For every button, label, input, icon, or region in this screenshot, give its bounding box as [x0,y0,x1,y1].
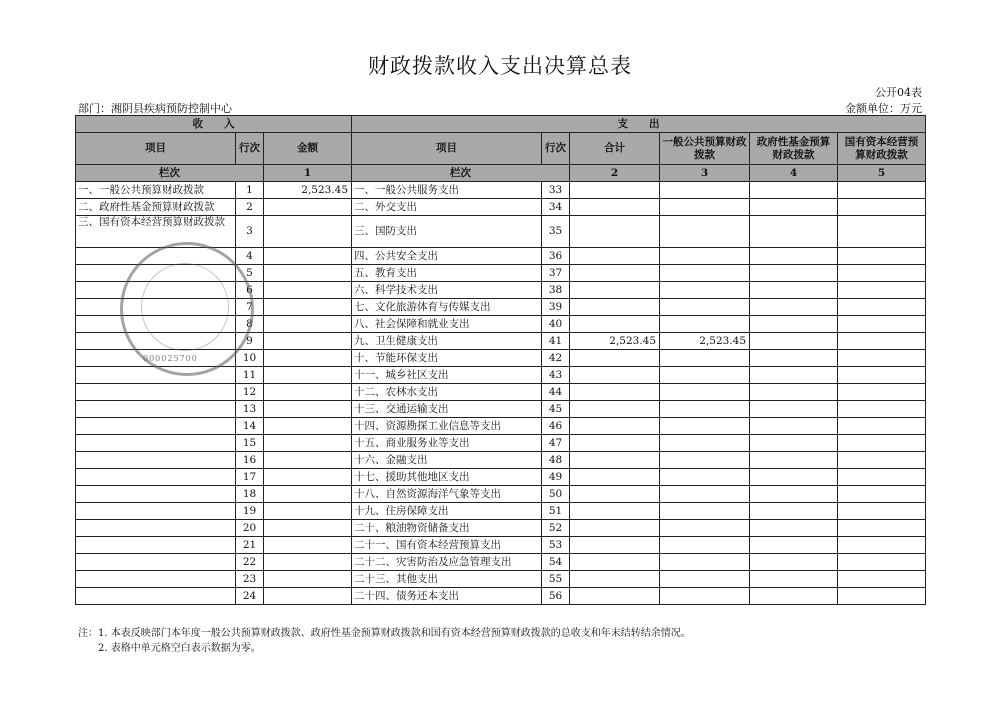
soe-budget-cell [838,350,926,367]
income-line-cell: 15 [236,435,264,452]
table-row [76,384,926,401]
col-4-label: 4 [750,165,838,182]
expense-line-cell: 37 [542,265,570,282]
total-cell [570,367,660,384]
gov-fund-cell [750,520,838,537]
total-cell [570,265,660,282]
soe-budget-cell [838,554,926,571]
soe-budget-cell [838,571,926,588]
general-budget-cell [660,384,750,401]
income-item-cell [76,435,236,452]
gov-fund-cell [750,316,838,333]
income-line-cell: 12 [236,384,264,401]
gov-fund-cell [750,435,838,452]
general-budget-cell [660,469,750,486]
soe-budget-cell [838,503,926,520]
gov-fund-cell [750,333,838,350]
table-row [76,199,926,216]
amount-unit-label: 金额单位：万元 [845,102,922,115]
expense-item-cell: 五、教育支出 [352,265,542,282]
total-cell [570,350,660,367]
income-amount-cell [264,265,352,282]
gov-fund-cell [750,537,838,554]
general-budget-cell [660,248,750,265]
expense-item-cell: 二、外交支出 [352,199,542,216]
income-item-cell [76,418,236,435]
total-cell [570,248,660,265]
total-cell [570,537,660,554]
total-cell [570,503,660,520]
gov-fund-cell [750,571,838,588]
expense-item-cell: 十八、自然资源海洋气象等支出 [352,486,542,503]
income-amount-cell [264,503,352,520]
income-amount-cell [264,520,352,537]
soe-budget-cell [838,199,926,216]
expense-item-cell: 十四、资源勘探工业信息等支出 [352,418,542,435]
expense-line-cell: 33 [542,182,570,199]
footnote-1: 注：1. 本表反映部门本年度一般公共预算财政拨款、政府性基金预算财政拨款和国有资本经营预算财政拨款的总收支和年末结转结余情况。 [78,628,691,639]
general-budget-cell [660,199,750,216]
general-budget-cell [660,571,750,588]
table-row [76,486,926,503]
total-cell [570,216,660,248]
general-budget-cell [660,486,750,503]
expense-line-cell: 45 [542,401,570,418]
gov-fund-cell [750,503,838,520]
table-row [76,520,926,537]
total-cell [570,182,660,199]
income-line-cell: 6 [236,282,264,299]
total-cell [570,384,660,401]
income-line-cell: 23 [236,571,264,588]
expense-item-cell: 七、文化旅游体育与传媒支出 [352,299,542,316]
general-budget-cell: 2,523.45 [660,333,750,350]
soe-budget-cell [838,333,926,350]
expense-line-cell: 56 [542,588,570,605]
expense-line-cell: 38 [542,282,570,299]
expense-item-cell: 二十、粮油物资储备支出 [352,520,542,537]
income-item-cell [76,469,236,486]
expense-item-cell: 十五、商业服务业等支出 [352,435,542,452]
total-cell [570,486,660,503]
expense-item-cell: 四、公共安全支出 [352,248,542,265]
form-number: 公开04表 [875,86,922,99]
gov-fund-cell [750,384,838,401]
expense-item-cell: 二十三、其他支出 [352,571,542,588]
soe-budget-cell [838,469,926,486]
income-line-cell: 8 [236,316,264,333]
expense-line-cell: 52 [542,520,570,537]
expense-item-cell: 三、国防支出 [352,216,542,248]
income-amount-header: 金额 [264,133,352,165]
expense-line-cell: 51 [542,503,570,520]
soe-budget-cell [838,452,926,469]
income-amount-cell [264,452,352,469]
income-line-cell: 19 [236,503,264,520]
general-budget-cell [660,282,750,299]
general-budget-cell [660,316,750,333]
table-row [76,216,926,248]
income-amount-cell [264,350,352,367]
expense-line-cell: 35 [542,216,570,248]
income-item-cell [76,384,236,401]
soe-budget-cell [838,418,926,435]
footnote-2: 2. 表格中单元格空白表示数据为零。 [78,643,261,654]
income-line-cell: 3 [236,216,264,248]
income-line-cell: 14 [236,418,264,435]
seal-number: 000025700 [143,354,198,363]
total-cell [570,316,660,333]
page-title: 财政拨款收入支出决算总表 [368,54,632,78]
income-line-cell: 16 [236,452,264,469]
income-amount-cell [264,299,352,316]
general-budget-cell [660,503,750,520]
income-line-cell: 5 [236,265,264,282]
income-amount-cell [264,588,352,605]
income-item-cell [76,452,236,469]
expense-line-cell: 48 [542,452,570,469]
soe-budget-cell [838,384,926,401]
expense-item-cell: 十一、城乡社区支出 [352,367,542,384]
income-item-cell: 二、政府性基金预算财政拨款 [76,199,236,216]
income-amount-cell [264,486,352,503]
income-amount-cell [264,216,352,248]
income-amount-cell [264,537,352,554]
department-label: 部门：湘阴县疾病预防控制中心 [78,102,232,115]
gov-fund-cell [750,216,838,248]
general-budget-cell [660,367,750,384]
income-amount-cell [264,435,352,452]
expense-line-cell: 43 [542,367,570,384]
income-item-cell [76,503,236,520]
table-row [76,469,926,486]
total-cell [570,199,660,216]
expense-header: 支 出 [352,116,926,133]
gov-fund-cell [750,452,838,469]
general-budget-cell [660,537,750,554]
gov-fund-cell [750,350,838,367]
soe-budget-cell [838,316,926,333]
expense-item-cell: 十七、援助其他地区支出 [352,469,542,486]
gov-fund-cell [750,469,838,486]
col-1-label: 1 [264,165,352,182]
income-amount-cell [264,418,352,435]
expense-item-cell: 二十一、国有资本经营预算支出 [352,537,542,554]
total-cell [570,401,660,418]
income-line-cell: 10 [236,350,264,367]
expense-line-cell: 41 [542,333,570,350]
gov-fund-cell [750,554,838,571]
gov-fund-cell [750,418,838,435]
expense-line-cell: 42 [542,350,570,367]
general-budget-cell [660,554,750,571]
expense-item-cell: 一、一般公共服务支出 [352,182,542,199]
income-line-cell: 2 [236,199,264,216]
soe-budget-cell [838,520,926,537]
gov-fund-cell [750,282,838,299]
income-header: 收 入 [76,116,352,133]
table-row [76,401,926,418]
total-cell [570,554,660,571]
total-cell [570,571,660,588]
total-cell [570,418,660,435]
income-amount-cell [264,367,352,384]
total-cell [570,435,660,452]
income-row-header: 行次 [236,133,264,165]
income-lanci-header: 栏次 [76,165,264,182]
soe-budget-cell [838,265,926,282]
table-row [76,452,926,469]
expense-item-cell: 二十二、灾害防治及应急管理支出 [352,554,542,571]
general-budget-cell [660,265,750,282]
expense-line-cell: 55 [542,571,570,588]
soe-budget-cell [838,182,926,199]
gov-fund-cell [750,248,838,265]
expense-item-header: 项目 [352,133,542,165]
income-amount-cell [264,571,352,588]
gov-fund-cell [750,367,838,384]
expense-line-cell: 49 [542,469,570,486]
expense-line-cell: 54 [542,554,570,571]
gov-fund-header: 政府性基金预算财政拨款 [750,133,838,165]
gov-fund-cell [750,486,838,503]
income-item-cell [76,537,236,554]
income-line-cell: 7 [236,299,264,316]
soe-budget-cell [838,588,926,605]
soe-budget-cell [838,282,926,299]
table-row [76,182,926,199]
gov-fund-cell [750,588,838,605]
income-line-cell: 21 [236,537,264,554]
soe-budget-cell [838,216,926,248]
income-line-cell: 11 [236,367,264,384]
col-3-label: 3 [660,165,750,182]
income-line-cell: 22 [236,554,264,571]
income-item-cell [76,486,236,503]
expense-item-cell: 十九、住房保障支出 [352,503,542,520]
expense-line-cell: 39 [542,299,570,316]
general-budget-cell [660,520,750,537]
general-budget-cell [660,401,750,418]
income-amount-cell [264,554,352,571]
general-budget-header: 一般公共预算财政拨款 [660,133,750,165]
soe-budget-cell [838,299,926,316]
expense-line-cell: 34 [542,199,570,216]
income-item-cell [76,588,236,605]
income-amount-cell [264,248,352,265]
general-budget-cell [660,418,750,435]
income-line-cell: 18 [236,486,264,503]
general-budget-cell [660,452,750,469]
soe-budget-cell [838,367,926,384]
income-item-cell [76,520,236,537]
total-cell [570,282,660,299]
income-line-cell: 13 [236,401,264,418]
gov-fund-cell [750,199,838,216]
income-line-cell: 1 [236,182,264,199]
table-row [76,588,926,605]
gov-fund-cell [750,401,838,418]
income-item-cell [76,571,236,588]
expense-item-cell: 十、节能环保支出 [352,350,542,367]
total-cell: 2,523.45 [570,333,660,350]
gov-fund-cell [750,265,838,282]
expense-lanci-header: 栏次 [352,165,570,182]
expense-line-cell: 40 [542,316,570,333]
table-row [76,554,926,571]
income-amount-cell [264,469,352,486]
col-2-label: 2 [570,165,660,182]
total-cell [570,469,660,486]
soe-budget-cell [838,248,926,265]
soe-budget-cell [838,486,926,503]
general-budget-cell [660,182,750,199]
expense-item-cell: 十六、金融支出 [352,452,542,469]
general-budget-cell [660,350,750,367]
general-budget-cell [660,435,750,452]
gov-fund-cell [750,182,838,199]
general-budget-cell [660,216,750,248]
income-amount-cell [264,282,352,299]
total-cell [570,452,660,469]
expense-item-cell: 九、卫生健康支出 [352,333,542,350]
income-item-cell [76,401,236,418]
income-line-cell: 17 [236,469,264,486]
income-item-cell: 一、一般公共预算财政拨款 [76,182,236,199]
income-line-cell: 24 [236,588,264,605]
expense-item-cell: 六、科学技术支出 [352,282,542,299]
soe-budget-cell [838,401,926,418]
income-amount-cell [264,384,352,401]
expense-line-cell: 36 [542,248,570,265]
expense-line-cell: 53 [542,537,570,554]
table-row [76,435,926,452]
expense-item-cell: 八、社会保障和就业支出 [352,316,542,333]
expense-item-cell: 十三、交通运输支出 [352,401,542,418]
table-row [76,537,926,554]
general-budget-cell [660,588,750,605]
income-amount-cell [264,199,352,216]
table-row [76,418,926,435]
expense-line-cell: 44 [542,384,570,401]
income-amount-cell: 2,523.45 [264,182,352,199]
table-row [76,571,926,588]
expense-line-cell: 47 [542,435,570,452]
gov-fund-cell [750,299,838,316]
expense-line-cell: 46 [542,418,570,435]
income-line-cell: 9 [236,333,264,350]
soe-budget-cell [838,537,926,554]
income-item-header: 项目 [76,133,236,165]
soe-budget-cell [838,435,926,452]
income-amount-cell [264,401,352,418]
income-item-cell: 三、国有资本经营预算财政拨款 [76,216,236,248]
total-cell [570,588,660,605]
income-line-cell: 20 [236,520,264,537]
expense-item-cell: 二十四、债务还本支出 [352,588,542,605]
total-cell [570,520,660,537]
footnotes [78,626,691,656]
total-cell [570,299,660,316]
official-seal [120,242,254,376]
income-item-cell [76,554,236,571]
expense-item-cell: 十二、农林水支出 [352,384,542,401]
income-line-cell: 4 [236,248,264,265]
expense-line-cell: 50 [542,486,570,503]
expense-row-header: 行次 [542,133,570,165]
total-header: 合计 [570,133,660,165]
income-amount-cell [264,333,352,350]
income-amount-cell [264,316,352,333]
general-budget-cell [660,299,750,316]
table-row [76,503,926,520]
col-5-label: 5 [838,165,926,182]
soe-budget-header: 国有资本经营预算财政拨款 [838,133,926,165]
